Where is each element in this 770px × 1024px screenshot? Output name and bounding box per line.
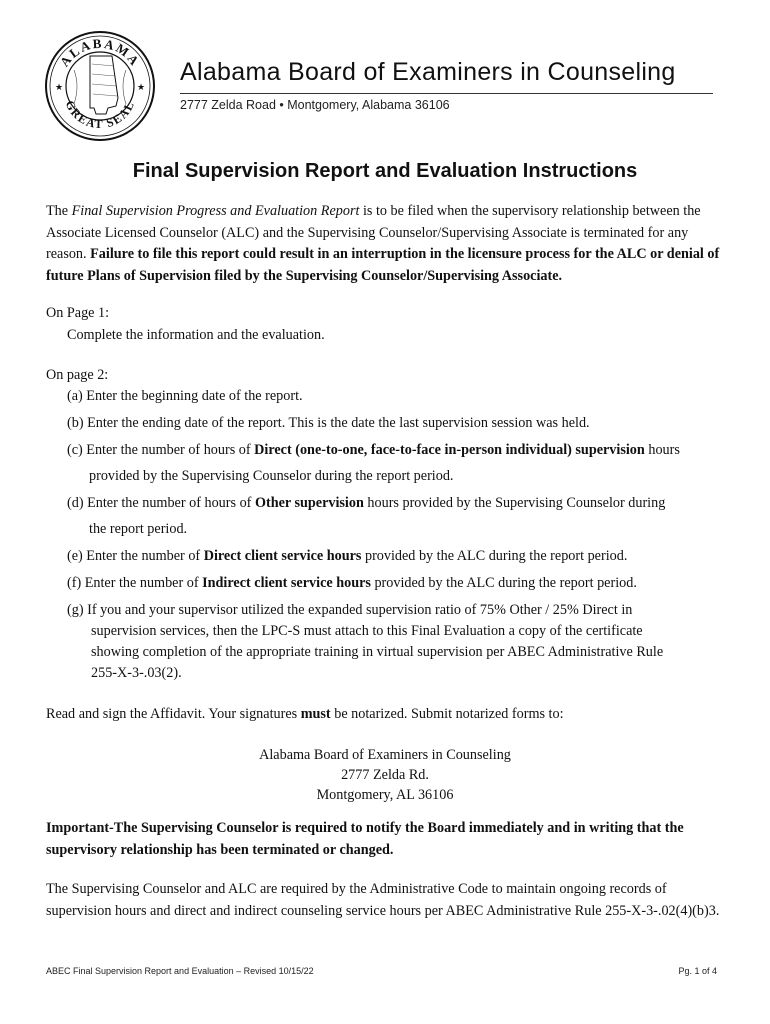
step-a: (a) Enter the beginning date of the report. — [67, 388, 303, 404]
seal-text-top: ALABAMA — [56, 35, 144, 70]
mailing-line2: 2777 Zelda Rd. — [341, 767, 429, 783]
intro-text-1: The — [46, 203, 72, 219]
svg-text:★: ★ — [55, 82, 64, 92]
footer-page-number: Pg. 1 of 4 — [678, 966, 717, 976]
step-b: (b) Enter the ending date of the report. This is the date the last supervision session was held. — [67, 415, 590, 431]
page2-heading: On page 2: — [46, 367, 109, 383]
step-g-line3: showing completion of the appropriate training in virtual supervision per ABEC Administrative Rule — [91, 644, 664, 660]
svg-text:GREAT SEAL — [63, 98, 138, 131]
step-f: (f) Enter the number of Indirect client service hours provided by the ALC during the report period. — [67, 575, 637, 591]
header-divider — [180, 93, 713, 94]
step-g-line2: supervision services, then the LPC-S must attach to this Final Evaluation a copy of the certificate — [91, 623, 643, 639]
affidavit-instruction: Read and sign the Affidavit. Your signatures must be notarized. Submit notarized forms to: — [46, 706, 564, 722]
mailing-line3: Montgomery, AL 36106 — [316, 787, 454, 803]
step-d-continued: the report period. — [89, 521, 188, 537]
intro-warning-bold: Failure to file this report could result in an interruption in the licensure process for the ALC or denial of future Plans of Supervision filed by the Supervising Counselor/Supervising Associate. — [46, 246, 720, 284]
step-g-line4: 255-X-3-.03(2). — [91, 665, 182, 681]
step-d: (d) Enter the number of hours of Other supervision hours provided by the Supervising Counselor during — [67, 495, 666, 511]
page-title: Final Supervision Report and Evaluation Instructions — [132, 160, 638, 182]
intro-text-2: is to be filed when the supervisory relationship between the Associate Licensed Counselor (ALC) and the Supervising Counselor/Supervising Associate is terminated for any reason. — [46, 203, 701, 262]
seal-text-bottom: GREAT SEAL — [62, 98, 138, 132]
organization-address: 2777 Zelda Road • Montgomery, Alabama 36106 — [180, 98, 450, 112]
step-e: (e) Enter the number of Direct client service hours provided by the ALC during the report period. — [67, 548, 628, 564]
report-name-italic: Final Supervision Progress and Evaluation Report — [71, 203, 360, 219]
important-notice: Important-The Supervising Counselor is required to notify the Board immediately and in writing that the supervisory relationship has been terminated or changed. — [46, 820, 684, 858]
page1-instruction: Complete the information and the evaluation. — [67, 327, 325, 343]
step-c-continued: provided by the Supervising Counselor during the report period. — [89, 468, 454, 484]
svg-text:★: ★ — [137, 82, 146, 92]
alabama-great-seal-logo — [44, 30, 156, 142]
page1-heading: On Page 1: — [46, 305, 110, 321]
records-paragraph: The Supervising Counselor and ALC are required by the Administrative Code to maintain ongoing records of supervision hours and direct and indirect counseling service hours per ABEC Administrative Rule 255-X-3-.02(4)(b)3. — [46, 881, 720, 919]
step-g-line1: (g) If you and your supervisor utilized the expanded supervision ratio of 75% Other / 25% Direct in — [67, 602, 633, 618]
mailing-line1: Alabama Board of Examiners in Counseling — [259, 747, 511, 763]
organization-name: Alabama Board of Examiners in Counseling — [180, 58, 676, 86]
intro-paragraph — [46, 201, 726, 287]
step-c: (c) Enter the number of hours of Direct (one-to-one, face-to-face in-person individual) supervision hours — [67, 442, 680, 458]
footer-document-title: ABEC Final Supervision Report and Evaluation – Revised 10/15/22 — [46, 966, 314, 976]
